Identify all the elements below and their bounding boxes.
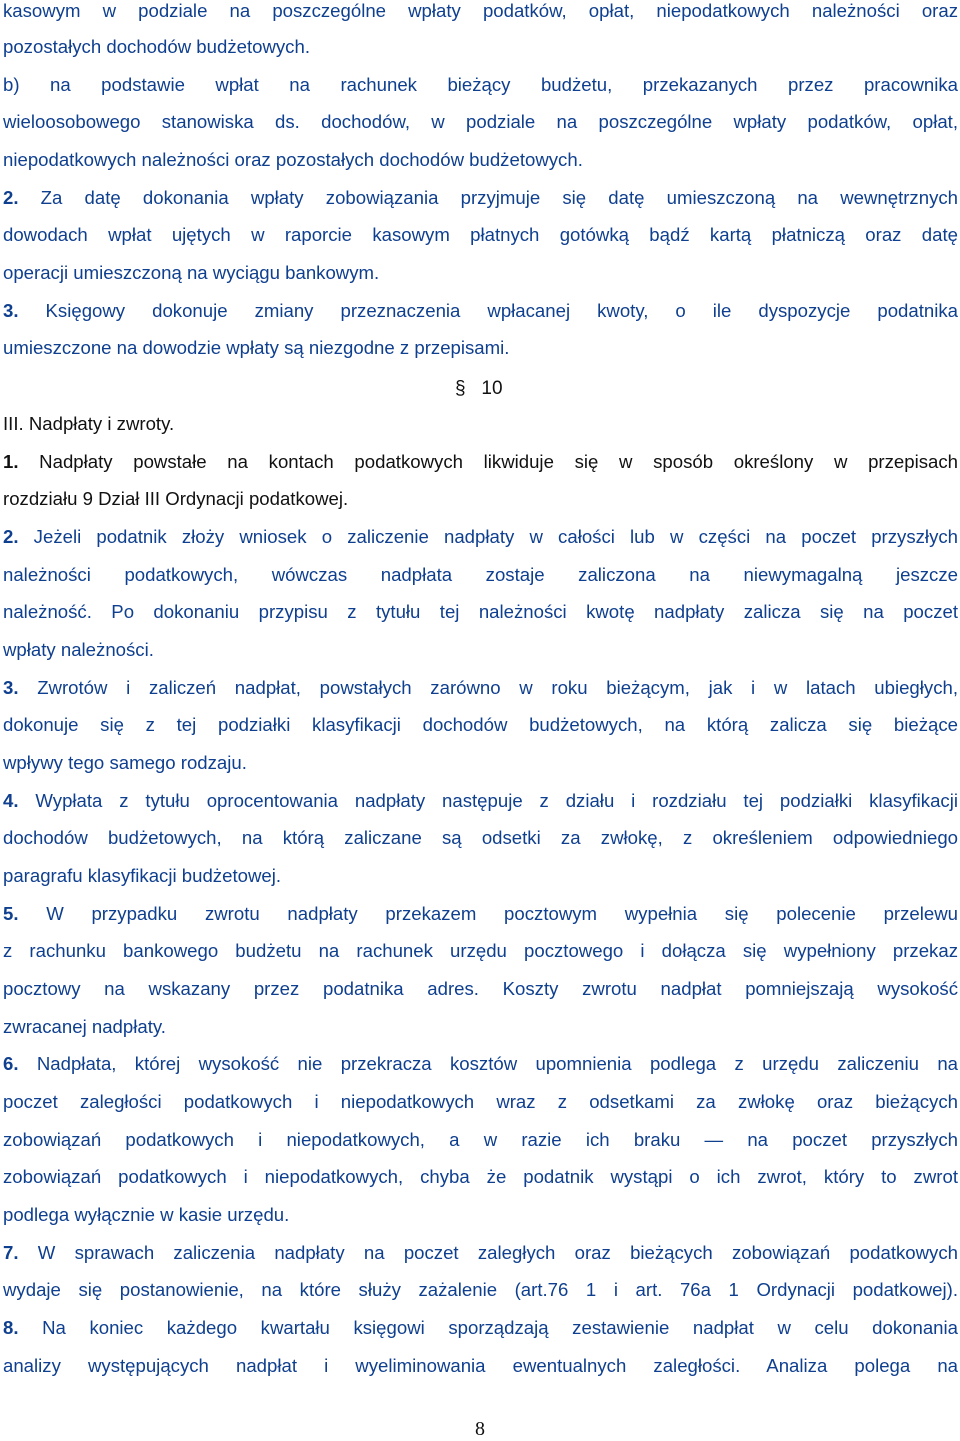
section-marker: § 10 [455,378,503,399]
text-line: rozdziału 9 Dział III Ordynacji podatkowej. [3,488,349,509]
paragraph-start: 3. Zwrotów i zaliczeń nadpłat, powstałych zarówno w roku bieżącym, jak i w latach ubiegłych, [3,677,958,698]
text-line: zwracanej nadpłaty. [3,1016,166,1037]
text-line: b) na podstawie wpłat na rachunek bieżący budżetu, przekazanych przez pracownika [3,74,958,95]
text-line: zobowiązań podatkowych i niepodatkowych, a w razie ich braku — na poczet przyszłych [3,1129,958,1150]
paragraph-number: 5. [3,903,19,924]
text-line: pocztowy na wskazany przez podatnika adres. Koszty zwrotu nadpłat pomniejszają wysokość [3,978,958,999]
text-line: wieloosobowego stanowiska ds. dochodów, w podziale na poszczególne wpłaty podatków, opłat, [3,111,958,132]
paragraph-number: 8. [3,1317,19,1338]
paragraph-number: 3. [3,677,19,698]
paragraph-start: 2. Jeżeli podatnik złoży wniosek o zaliczenie nadpłaty w całości lub w części na poczet przyszłych [3,526,958,547]
paragraph-number: 2. [3,187,19,208]
text-line: dowodach wpłat ujętych w raporcie kasowym płatnych gotówką bądź kartą płatniczą oraz datę [3,224,958,245]
text-line: wpłaty należności. [3,639,154,660]
text-line: operacji umieszczoną na wyciągu bankowym. [3,262,380,283]
text-line: umieszczone na dowodzie wpłaty są niezgodne z przepisami. [3,337,510,358]
text-line: analizy występujących nadpłat i wyeliminowania ewentualnych zaległości. Analiza polega na [3,1355,958,1376]
text-line: należność. Po dokonaniu przypisu z tytułu tej należności kwotę nadpłaty zalicza się na poczet [3,601,958,622]
paragraph-start: 3. Księgowy dokonuje zmiany przeznaczenia wpłacanej kwoty, o ile dyspozycje podatnika [3,300,958,321]
text-line: wpływy tego samego rodzaju. [3,752,247,773]
text-line: paragrafu klasyfikacji budżetowej. [3,865,282,886]
paragraph-start: 4. Wypłata z tytułu oprocentowania nadpłaty następuje z działu i rozdziału tej podziałki klasyfikacji [3,790,958,811]
paragraph-start: 5. W przypadku zwrotu nadpłaty przekazem pocztowym wypełnia się polecenie przelewu [3,903,958,924]
section-heading: III. Nadpłaty i zwroty. [3,413,175,434]
text-line: zobowiązań podatkowych i niepodatkowych, chyba że podatnik wystąpi o ich zwrot, który to zwrot [3,1166,958,1187]
paragraph-start: 1. Nadpłaty powstałe na kontach podatkowych likwiduje się w sposób określony w przepisach [3,451,958,472]
text-line: dochodów budżetowych, na którą zaliczane są odsetki za zwłokę, z określeniem odpowiedniego [3,827,958,848]
paragraph-number: 1. [3,451,19,472]
paragraph-start: 2. Za datę dokonania wpłaty zobowiązania przyjmuje się datę umieszczoną na wewnętrznych [3,187,958,208]
paragraph-start: 7. W sprawach zaliczenia nadpłaty na poczet zaległych oraz bieżących zobowiązań podatkowych [3,1242,958,1263]
text-line: poczet zaległości podatkowych i niepodatkowych wraz z odsetkami za zwłokę oraz bieżących [3,1091,958,1112]
paragraph-number: 3. [3,300,19,321]
paragraph-number: 7. [3,1242,19,1263]
text-line: wydaje się postanowienie, na które służy zażalenie (art.76 1 i art. 76a 1 Ordynacji podatkowej). [3,1279,958,1300]
text-line: podlega wyłącznie w kasie urzędu. [3,1204,290,1225]
page-number: 8 [475,1418,485,1440]
text-line: pozostałych dochodów budżetowych. [3,36,310,57]
paragraph-start: 8. Na koniec każdego kwartału księgowi sporządzają zestawienie nadpłat w celu dokonania [3,1317,958,1338]
text-line: należności podatkowych, wówczas nadpłata zostaje zaliczona na niewymagalną jeszcze [3,564,958,585]
paragraph-number: 6. [3,1053,19,1074]
text-line: kasowym w podziale na poszczególne wpłaty podatków, opłat, niepodatkowych należności oraz [3,0,958,21]
text-line: dokonuje się z tej podziałki klasyfikacji dochodów budżetowych, na którą zalicza się bieżące [3,714,958,735]
text-line: niepodatkowych należności oraz pozostałych dochodów budżetowych. [3,149,583,170]
paragraph-number: 4. [3,790,19,811]
paragraph-start: 6. Nadpłata, której wysokość nie przekracza kosztów upomnienia podlega z urzędu zaliczeniu na [3,1053,958,1074]
paragraph-number: 2. [3,526,19,547]
text-line: z rachunku bankowego budżetu na rachunek urzędu pocztowego i dołącza się wypełniony przekaz [3,940,958,961]
